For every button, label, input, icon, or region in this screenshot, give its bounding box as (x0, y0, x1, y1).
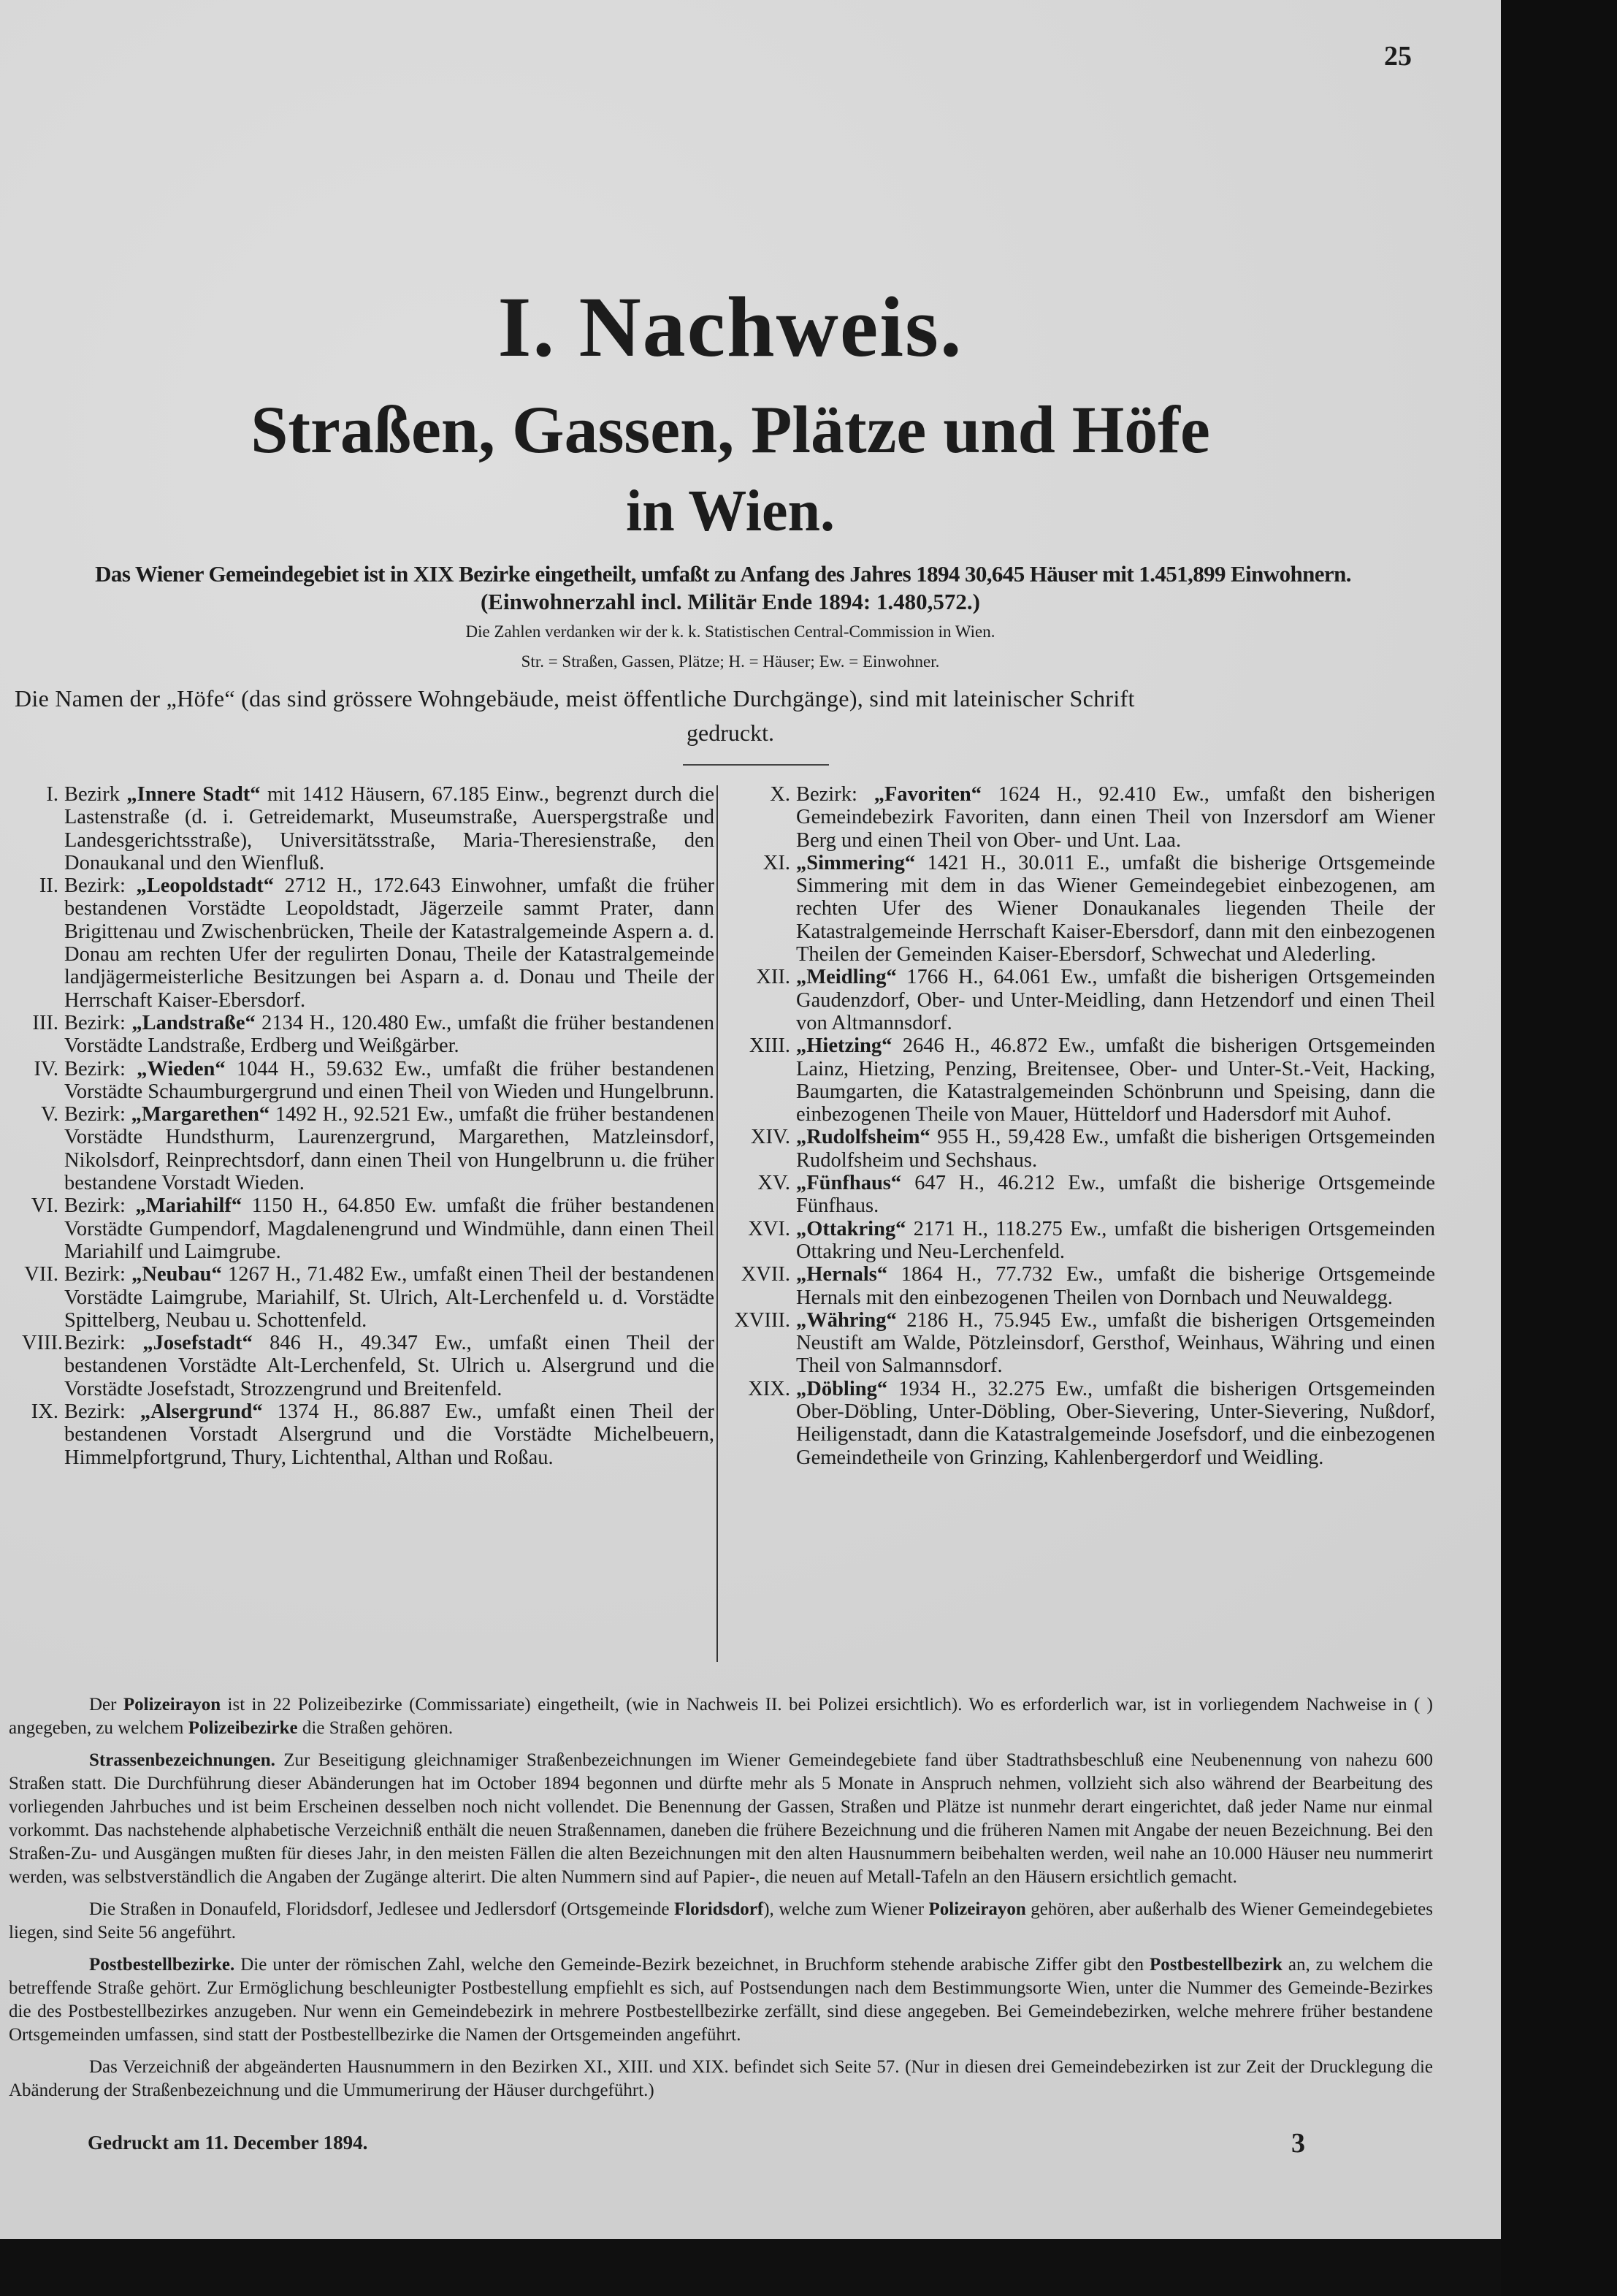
district-entry (723, 1172, 1435, 1218)
district-entry (723, 1378, 1435, 1469)
note-text: Die Straßen in Donaufeld, Floridsdorf, Jedlesee und Jedlersdorf (Ortsgemeinde (89, 1899, 674, 1919)
district-prefix: Bezirk: (64, 1400, 140, 1424)
district-description: 1864 H., 77.732 Ew., umfaßt die bisherige Ortsgemeinde Hernals mit den einbezogenen Theilen von Dornbach und Neuwaldegg. (796, 1263, 1435, 1309)
district-entry (22, 783, 714, 874)
note-emphasis: Postbestellbezirke. (89, 1955, 235, 1975)
intro-line-1: Das Wiener Gemeindegebiet ist in XIX Bezirke eingetheilt, umfaßt zu Anfang des Jahres 1894 30,645 Häuser mit 1.451,899 Einwohnern. (95, 561, 1351, 587)
note-text: die Straßen gehören. (297, 1718, 454, 1738)
district-number: IX. (31, 1400, 58, 1424)
page-number: 25 (1384, 41, 1412, 72)
district-prefix: Bezirk: (64, 1332, 143, 1355)
district-entry (22, 1012, 714, 1058)
note-text: an, zu welchem die betreffende Straße gehört. Zur Ermöglichung beschleunigter Postbestellung empfiehlt es sich, auf Postsendungen nach dem Bestimmungsorte Wien, unter die Nummer des Gemeinde-Bezirkes die des Postbestellbezirkes anzugeben. Nur wenn ein Gemeindebezirk in mehrere Postbestellbezirke zerfällt, sind diese angegeben. Bei Gemeindebezirken, welche mehrere früher bestandene Ortsgemeinden umfassen, sind statt der Postbestellbezirke die Namen der Ortsgemeinden angeführt. (9, 1955, 1433, 2045)
district-description: 1421 H., 30.011 E., umfaßt die bisherige Ortsgemeinde Simmering mit dem in das Wiener Gemeindegebiet einbezogenen, am rechten Ufer des Wiener Donaukanales liegenden Theile der Katastralgemeinde Herrschaft Kaiser-Ebersdorf, dann mit den einbezogenen Theilen der Gemeinden Kaiser-Ebersdorf, Schwechat und Alederling. (796, 851, 1435, 966)
district-number: V. (40, 1103, 58, 1126)
note-text: gehören, aber außerhalb des Wiener Gemeindegebietes liegen, sind Seite 56 angeführt. (9, 1899, 1434, 1942)
district-number: VI. (31, 1194, 58, 1218)
note-text: ), welche zum Wiener (763, 1899, 929, 1919)
district-description: 955 H., 59,428 Ew., umfaßt die bisherigen Ortsgemeinden Rudolfsheim und Sechshaus. (796, 1126, 1435, 1172)
district-text (796, 1309, 1435, 1378)
district-number: XIX. (748, 1377, 790, 1400)
district-description: 846 H., 49.347 Ew., umfaßt einen Theil der bestandenen Vorstädte Alt-Lerchenfeld, St. Ulrich u. Alsergrund und die Vorstädte Josefstadt, Strozzengrund und Breitenfeld. (64, 1332, 715, 1400)
district-number: XVII. (741, 1263, 790, 1286)
notes-section (9, 1693, 1433, 2111)
district-name: „Währing“ (796, 1308, 897, 1332)
district-name: „Meidling“ (796, 966, 897, 989)
district-prefix: Bezirk: (64, 874, 137, 898)
district-number: XII. (756, 966, 790, 989)
district-text (796, 1034, 1435, 1126)
district-name: „Hernals“ (796, 1263, 888, 1286)
district-text (64, 1400, 714, 1469)
district-entry (723, 1126, 1435, 1172)
district-text (796, 1126, 1435, 1172)
district-name: „Leopoldstadt“ (136, 874, 274, 898)
intro-line-5: Die Namen der „Höfe“ (das sind grössere Wohngebäude, meist öffentliche Durchgänge), sind mit lateinischer Schrift (15, 685, 1135, 712)
note-emphasis: Polizeirayon (928, 1899, 1026, 1919)
district-number: VIII. (22, 1332, 64, 1355)
page-subtitle-location: in Wien. (625, 479, 836, 544)
district-name: „Fünfhaus“ (796, 1172, 902, 1195)
district-number: XV. (757, 1172, 790, 1195)
district-name: „Mariahilf“ (135, 1194, 242, 1218)
district-number: VII. (24, 1263, 58, 1286)
note-paragraph (9, 1749, 1433, 1889)
note-text: Das Verzeichniß der abgeänderten Hausnummern in den Bezirken XI., XIII. und XIX. befindet sich Seite 57. (Nur in diesen drei Gemeindebezirken ist zur Zeit der Drucklegung die Abänderung der Straßenbezeichnung und die Ummumerirung der Häuser durchgeführt.) (9, 2057, 1433, 2100)
district-name: „Landstraße“ (131, 1011, 256, 1034)
district-number: IV. (34, 1057, 58, 1080)
district-number: III. (32, 1011, 58, 1034)
column-divider (716, 785, 718, 1662)
district-description: 1150 H., 64.850 Ew. umfaßt die früher bestandenen Vorstädte Gumpendorf, Magdalenengrund und Windmühle, dann einen Theil Mariahilf und Laimgrube. (64, 1194, 714, 1263)
district-description: 2171 H., 118.275 Ew., umfaßt die bisherigen Ortsgemeinden Ottakring und Neu-Lerchenfeld. (796, 1217, 1435, 1263)
page-title: I. Nachweis. (497, 279, 963, 375)
district-name: „Simmering“ (796, 851, 916, 874)
district-name: „Rudolfsheim“ (796, 1126, 930, 1149)
district-entry (723, 783, 1435, 852)
note-paragraph (9, 1898, 1433, 1945)
district-entry (723, 852, 1435, 966)
district-description: 647 H., 46.212 Ew., umfaßt die bisherige Ortsgemeinde Fünfhaus. (796, 1172, 1435, 1218)
district-entry (22, 1103, 714, 1194)
district-text (796, 783, 1435, 852)
note-emphasis: Strassenbezeichnungen. (89, 1750, 275, 1770)
district-text (64, 783, 714, 874)
district-entry (22, 1332, 714, 1400)
note-paragraph (9, 1953, 1433, 2047)
note-paragraph (9, 1693, 1433, 1740)
abbreviations-line: Str. = Straßen, Gassen, Plätze; H. = Häuser; Ew. = Einwohner. (521, 652, 940, 671)
note-paragraph (9, 2056, 1433, 2102)
district-description: 1374 H., 86.887 Ew., umfaßt einen Theil der bestandenen Vorstadt Alsergrund und die Vorstädte Michelbeuern, Himmelpfortgrund, Thury, Lichtenthal, Althan und Roßau. (64, 1400, 715, 1469)
district-description: mit 1412 Häusern, 67.185 Einw., begrenzt durch die Lastenstraße (d. i. Getreidemarkt, Museumstraße, Auerspergstraße und Landesgerichtsstraße), Universitätsstraße, Maria-Theresienstraße, den Donaukanal und den Wienfluß. (64, 783, 715, 874)
district-prefix: Bezirk: (64, 1057, 137, 1080)
note-text: Die unter der römischen Zahl, welche den Gemeinde-Bezirk bezeichnet, in Bruchform stehende arabische Ziffer gibt den (234, 1955, 1150, 1975)
district-prefix: Bezirk: (64, 1103, 131, 1126)
district-text (64, 1103, 714, 1194)
district-description: 1492 H., 92.521 Ew., umfaßt die früher bestandenen Vorstädte Hundsthurm, Laurenzergrund, Margarethen, Matzleinsdorf, Nikolsdorf, Reinprechtsdorf, dann einen Theil von Hungelbrunn u. die früher bestandene Vorstadt Wieden. (64, 1103, 714, 1195)
district-description: 2134 H., 120.480 Ew., umfaßt die früher bestandenen Vorstädte Landstraße, Erdberg und Weißgärber. (64, 1011, 714, 1058)
district-description: 1624 H., 92.410 Ew., umfaßt den bisherigen Gemeindebezirk Favoriten, dann einen Theil von Inzersdorf am Wiener Berg und einen Theil von Ober- und Unt. Laa. (796, 783, 1435, 852)
district-name: „Innere Stadt“ (126, 783, 261, 806)
district-number: XIII. (749, 1034, 790, 1058)
district-name: „Josefstadt“ (142, 1332, 253, 1355)
sheet-number: 3 (1291, 2128, 1305, 2159)
district-name: „Ottakring“ (796, 1217, 906, 1240)
district-text (796, 1218, 1435, 1264)
note-text: Der (89, 1695, 123, 1715)
district-entry (723, 1263, 1435, 1309)
district-text (64, 1058, 714, 1104)
note-text: ist in 22 Polizeibezirke (Commissariate) eingetheilt, (wie in Nachweis II. bei Polizei ersichtlich). Wo es erforderlich war, ist in vorliegendem Nachweise in ( ) angegeben, zu welchem (9, 1695, 1433, 1738)
district-prefix: Bezirk: (64, 1011, 132, 1034)
district-name: „Margarethen“ (131, 1103, 270, 1126)
note-emphasis: Polizeibezirke (188, 1718, 298, 1738)
district-description: 1267 H., 71.482 Ew., umfaßt einen Theil der bestandenen Vorstädte Laimgrube, Mariahilf, St. Ulrich, Alt-Lerchenfeld u. d. Vorstädte Spittelberg, Neubau u. Schottenfeld. (64, 1263, 714, 1332)
district-name: „Neubau“ (131, 1263, 222, 1286)
note-text: Zur Beseitigung gleichnamiger Straßenbezeichnungen im Wiener Gemeindegebiete fand über Stadtrathsbeschluß eine Neubenennung von nahezu 600 Straßen statt. Die Durchführung dieser Abänderungen hat im October 1894 begonnen und dürfte mehr als 5 Monate in Anspruch nehmen, vollzieht sich also während der Bearbeitung des vorliegenden Jahrbuches und ist beim Erscheinen desselben noch nicht vollendet. Die Benennung der Gassen, Straßen und Plätze ist nunmehr derart eingerichtet, daß jeder Name nur einmal vorkommt. Das nachstehende alphabetische Verzeichniß enthält die neuen Straßennamen, daneben die frühere Bezeichnung und die früheren Namen mit Angabe der neuen Bezeichnung. Bei den Straßen-Zu- und Ausgängen mußten für dieses Jahr, in den meisten Fällen die alten Bezeichnungen mit den alten Hausnummern beibehalten werden, weil nahe an 10.000 Häuser neu nummerirt werden, was selbstverständlich die Angaben der Zugänge alterirt. Die alten Nummern sind auf Papier-, die neuen auf Metall-Tafeln an den Häusern ersichtlich gemacht. (9, 1750, 1433, 1887)
district-number: I. (46, 783, 58, 806)
district-description: 1934 H., 32.275 Ew., umfaßt die bisherigen Ortsgemeinden Ober-Döbling, Unter-Döbling, Ober-Sievering, Unter-Sievering, Nußdorf, Heiligenstadt, dann die Katastralgemeinde Josefsdorf, und die einbezogenen Gemeindetheile von Grinzing, Kahlenbergerdorf und Weidling. (796, 1377, 1435, 1469)
district-entry (22, 1194, 714, 1263)
district-text (796, 1263, 1435, 1309)
district-description: 1044 H., 59.632 Ew., umfaßt die früher bestandenen Vorstädte Schaumburgergrund und einen Theil von Wieden und Hungelbrunn. (64, 1057, 714, 1103)
district-number: XIV. (750, 1126, 790, 1149)
district-name: „Hietzing“ (796, 1034, 892, 1058)
district-prefix: Bezirk: (64, 1194, 136, 1218)
district-description: 1766 H., 64.061 Ew., umfaßt die bisherigen Ortsgemeinden Gaudenzdorf, Ober- und Unter-Meidling, dann Hetzendorf und einen Theil von Altmannsdorf. (796, 966, 1435, 1034)
intro-line-3: Die Zahlen verdanken wir der k. k. Statistischen Central-Commission in Wien. (465, 622, 995, 641)
print-date: Gedruckt am 11. December 1894. (88, 2132, 368, 2154)
district-name: „Favoriten“ (874, 783, 982, 806)
district-name: „Alsergrund“ (139, 1400, 263, 1424)
separator-rule (683, 764, 829, 766)
district-prefix: Bezirk: (64, 1263, 132, 1286)
district-entry (22, 1400, 714, 1469)
district-entry (723, 966, 1435, 1034)
district-description: 2646 H., 46.872 Ew., umfaßt die bisherigen Ortsgemeinden Lainz, Hietzing, Penzing, Breitensee, Ober- und Unter-St.-Veit, Hacking, Baumgarten, die Katastralgemeinden Schönbrunn und Speising, dann die einbezogenen Theile von Mauer, Hütteldorf und Hadersdorf mit Auhof. (796, 1034, 1435, 1126)
district-description: 2186 H., 75.945 Ew., umfaßt die bisherigen Ortsgemeinden Neustift am Walde, Pötzleinsdorf, Gersthof, Weinhaus, Währing und einen Theil von Salmannsdorf. (796, 1308, 1435, 1378)
district-text (64, 1194, 714, 1263)
district-number: X. (770, 783, 790, 806)
note-emphasis: Floridsdorf (673, 1899, 764, 1919)
district-number: XVIII. (734, 1308, 790, 1332)
district-entry (723, 1218, 1435, 1264)
district-name: „Wieden“ (137, 1057, 226, 1080)
district-text (64, 1332, 714, 1400)
district-text (796, 1172, 1435, 1218)
district-number: XVI. (748, 1217, 790, 1240)
note-emphasis: Postbestellbezirk (1149, 1955, 1282, 1975)
intro-line-6: gedruckt. (687, 720, 774, 746)
district-text (64, 1263, 714, 1332)
note-emphasis: Polizeirayon (123, 1695, 221, 1715)
district-text (64, 874, 714, 1012)
district-text (796, 966, 1435, 1034)
district-column-right (723, 783, 1435, 1469)
district-entry (22, 1058, 714, 1104)
district-number: XI. (762, 851, 790, 874)
district-entry (723, 1309, 1435, 1378)
district-text (64, 1012, 714, 1058)
district-name: „Döbling“ (796, 1377, 888, 1400)
district-entry (22, 1263, 714, 1332)
intro-line-2: (Einwohnerzahl incl. Militär Ende 1894: 1.480,572.) (480, 589, 980, 614)
district-prefix: Bezirk (64, 783, 127, 806)
district-prefix: Bezirk: (796, 783, 874, 806)
district-number: II. (39, 874, 58, 898)
district-entry (22, 874, 714, 1012)
district-entry (723, 1034, 1435, 1126)
scan-border (1501, 0, 1617, 2296)
district-text (796, 1378, 1435, 1469)
page-subtitle: Straßen, Gassen, Plätze und Höfe (251, 392, 1210, 467)
district-column-left (22, 783, 714, 1469)
district-text (796, 852, 1435, 966)
district-description: 2712 H., 172.643 Einwohner, umfaßt die früher bestandenen Vorstädte Leopoldstadt, Jägerzeile sammt Prater, dann Brigittenau und Zwischenbrücken, Theile der Katastralgemeinde Aspern a. d. Donau am rechten Ufer der regulirten Donau, Theile der Katastralgemeinde landjägermeisterliche Besitzungen bei Asparn a. d. Donau und Theile der Herrschaft Kaiser-Ebersdorf. (64, 874, 714, 1012)
